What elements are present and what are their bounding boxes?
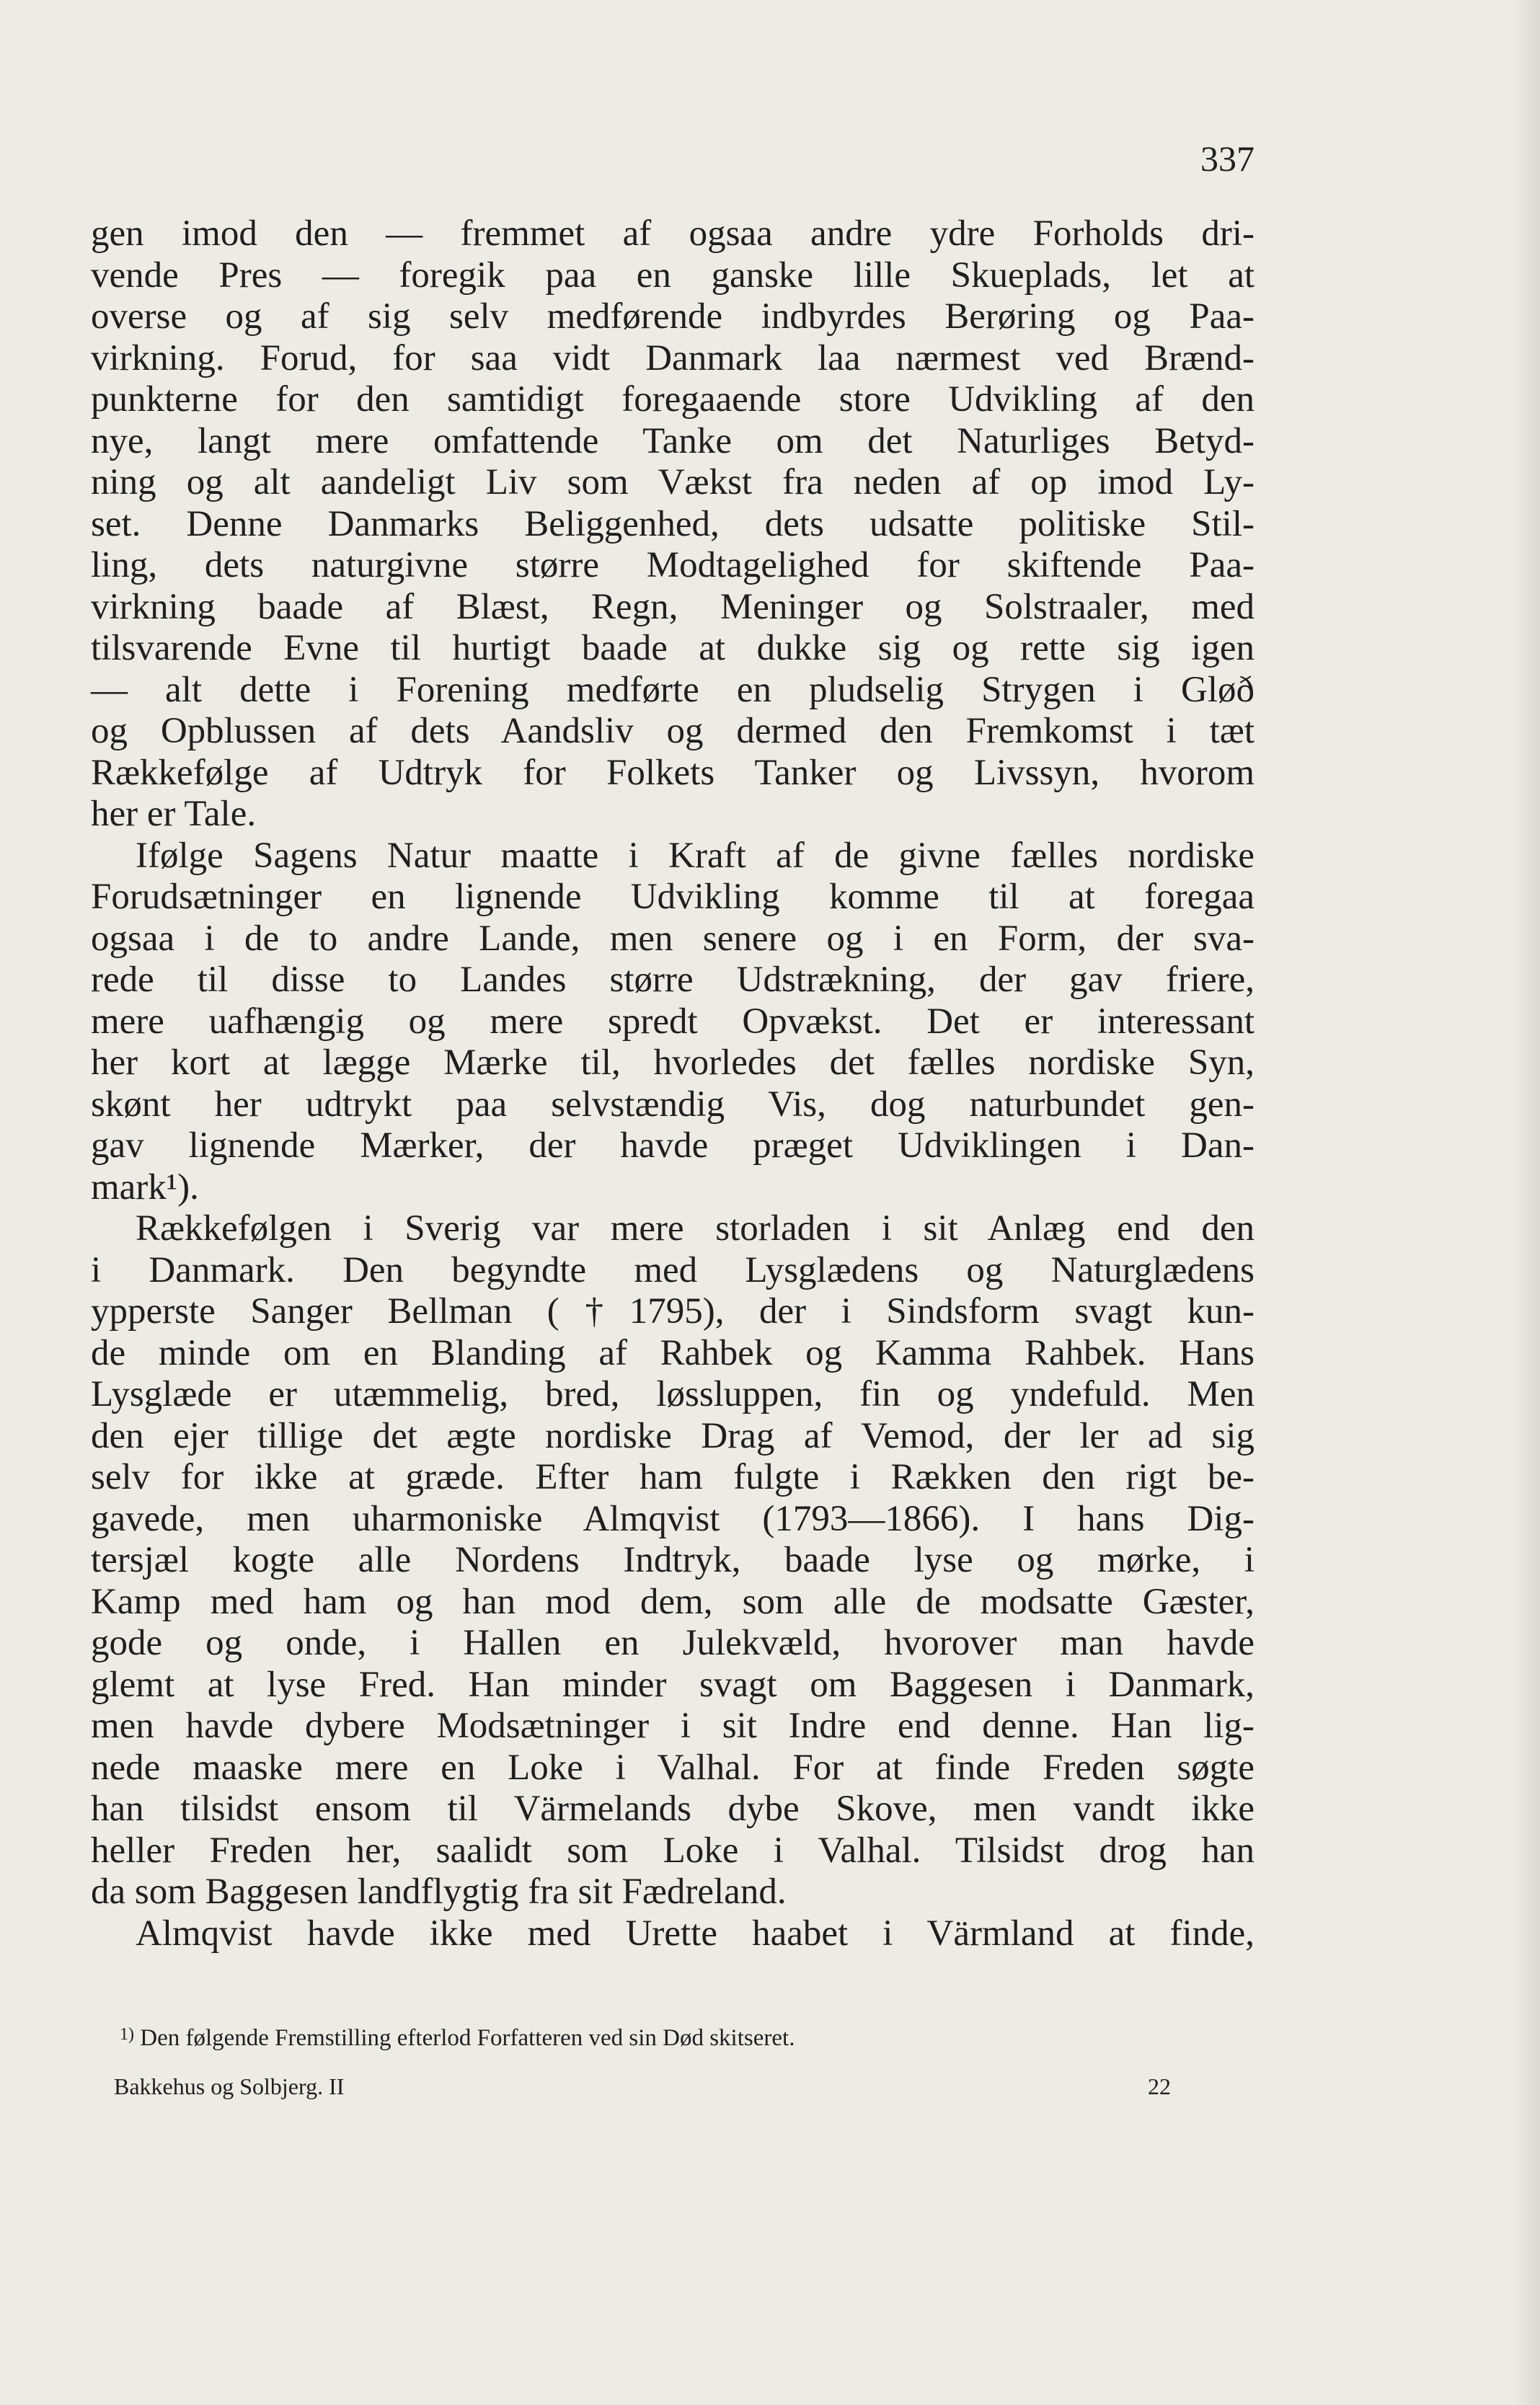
- text-line: i Danmark. Den begyndte med Lysglædens og Naturglædens: [91, 1249, 1254, 1290]
- text-line: vende Pres — foregik paa en ganske lille Skueplads, let at: [91, 254, 1254, 296]
- text-line: ning og alt aandeligt Liv som Vækst fra neden af op imod Ly-: [91, 462, 1254, 502]
- text-line: mark¹).: [91, 1166, 199, 1208]
- text-line: Rækkefølge af Udtryk for Folkets Tanker og Livssyn, hvorom: [91, 752, 1254, 793]
- text-line: punkterne for den samtidigt foregaaende store Udvikling af den: [91, 379, 1254, 420]
- printer-signature-title: Bakkehus og Solbjerg. II: [114, 2073, 345, 2099]
- text-line: gode og onde, i Hallen en Julekvæld, hvorover man havde: [91, 1623, 1254, 1663]
- text-line: virkning. Forud, for saa vidt Danmark laa nærmest ved Brænd-: [91, 337, 1254, 378]
- text-line: han tilsidst ensom til Värmelands dybe Skove, men vandt ikke: [91, 1789, 1254, 1829]
- text-line: da som Baggesen landflygtig fra sit Fædreland.: [91, 1872, 787, 1912]
- text-line: den ejer tillige det ægte nordiske Drag af Vemod, der ler ad sig: [91, 1415, 1254, 1456]
- text-line: glemt at lyse Fred. Han minder svagt om Baggesen i Danmark,: [91, 1664, 1254, 1705]
- text-line: her kort at lægge Mærke til, hvorledes det fælles nordiske Syn,: [91, 1042, 1254, 1083]
- text-line: Rækkefølgen i Sverig var mere storladen i sit Anlæg end den: [136, 1208, 1254, 1249]
- page-number: 337: [1200, 138, 1254, 179]
- text-line: Lysglæde er utæmmelig, bred, løssluppen, fin og yndefuld. Men: [91, 1374, 1254, 1414]
- text-line: mere uafhængig og mere spredt Opvækst. Det er interessant: [91, 1001, 1254, 1042]
- text-line: ogsaa i de to andre Lande, men senere og i en Form, der sva-: [91, 918, 1254, 959]
- text-line: ling, dets naturgivne større Modtagelighed for skiftende Paa-: [91, 545, 1254, 585]
- text-line: virkning baade af Blæst, Regn, Meninger og Solstraaler, med: [91, 586, 1254, 627]
- text-line: overse og af sig selv medførende indbyrdes Berøring og Paa-: [91, 296, 1254, 337]
- body-text: [91, 213, 1254, 1954]
- text-line: gav lignende Mærker, der havde præget Udviklingen i Dan-: [91, 1125, 1254, 1166]
- text-line: rede til disse to Landes større Udstrækning, der gav friere,: [91, 960, 1254, 1000]
- text-line: heller Freden her, saalidt som Loke i Valhal. Tilsidst drog han: [91, 1830, 1254, 1871]
- text-line: nede maaske mere en Loke i Valhal. For at finde Freden søgte: [91, 1747, 1254, 1788]
- text-line: de minde om en Blanding af Rahbek og Kamma Rahbek. Hans: [91, 1332, 1254, 1373]
- text-line: tersjæl kogte alle Nordens Indtryk, baade lyse og mørke, i: [91, 1540, 1254, 1580]
- page-edge-shadow: [1511, 0, 1540, 2405]
- text-line: og Opblussen af dets Aandsliv og dermed den Fremkomst i tæt: [91, 711, 1254, 751]
- footnote: [120, 2019, 1244, 2054]
- text-line: Almqvist havde ikke med Urette haabet i Värmland at finde,: [136, 1913, 1254, 1954]
- footnote-marker: 1): [120, 2025, 134, 2044]
- text-line: Ifølge Sagens Natur maatte i Kraft af de givne fælles nordiske: [136, 835, 1254, 876]
- text-line: tilsvarende Evne til hurtigt baade at dukke sig og rette sig igen: [91, 628, 1254, 668]
- text-line: nye, langt mere omfattende Tanke om det Naturliges Betyd-: [91, 420, 1254, 461]
- text-line: ypperste Sanger Bellman (†1795), der i Sindsform svagt kun-: [91, 1291, 1254, 1332]
- text-line: her er Tale.: [91, 794, 257, 834]
- text-line: selv for ikke at græde. Efter ham fulgte i Rækken den rigt be-: [91, 1457, 1254, 1497]
- printer-signature-number: 22: [1148, 2073, 1171, 2099]
- text-line: Forudsætninger en lignende Udvikling komme til at foregaa: [91, 877, 1254, 917]
- text-line: gen imod den — fremmet af ogsaa andre ydre Forholds dri-: [91, 213, 1254, 254]
- text-line: skønt her udtrykt paa selvstændig Vis, dog naturbundet gen-: [91, 1084, 1254, 1125]
- text-line: men havde dybere Modsætninger i sit Indre end denne. Han lig-: [91, 1706, 1254, 1746]
- text-line: gavede, men uharmoniske Almqvist (1793—1866). I hans Dig-: [91, 1498, 1254, 1539]
- text-line: set. Denne Danmarks Beliggenhed, dets udsatte politiske Stil-: [91, 503, 1254, 544]
- text-line: Kamp med ham og han mod dem, som alle de modsatte Gæster,: [91, 1581, 1254, 1622]
- footnote-text: Den følgende Fremstilling efterlod Forfatteren ved sin Død skitseret.: [140, 2025, 795, 2051]
- text-line: — alt dette i Forening medførte en pludselig Strygen i Gløð: [91, 669, 1254, 710]
